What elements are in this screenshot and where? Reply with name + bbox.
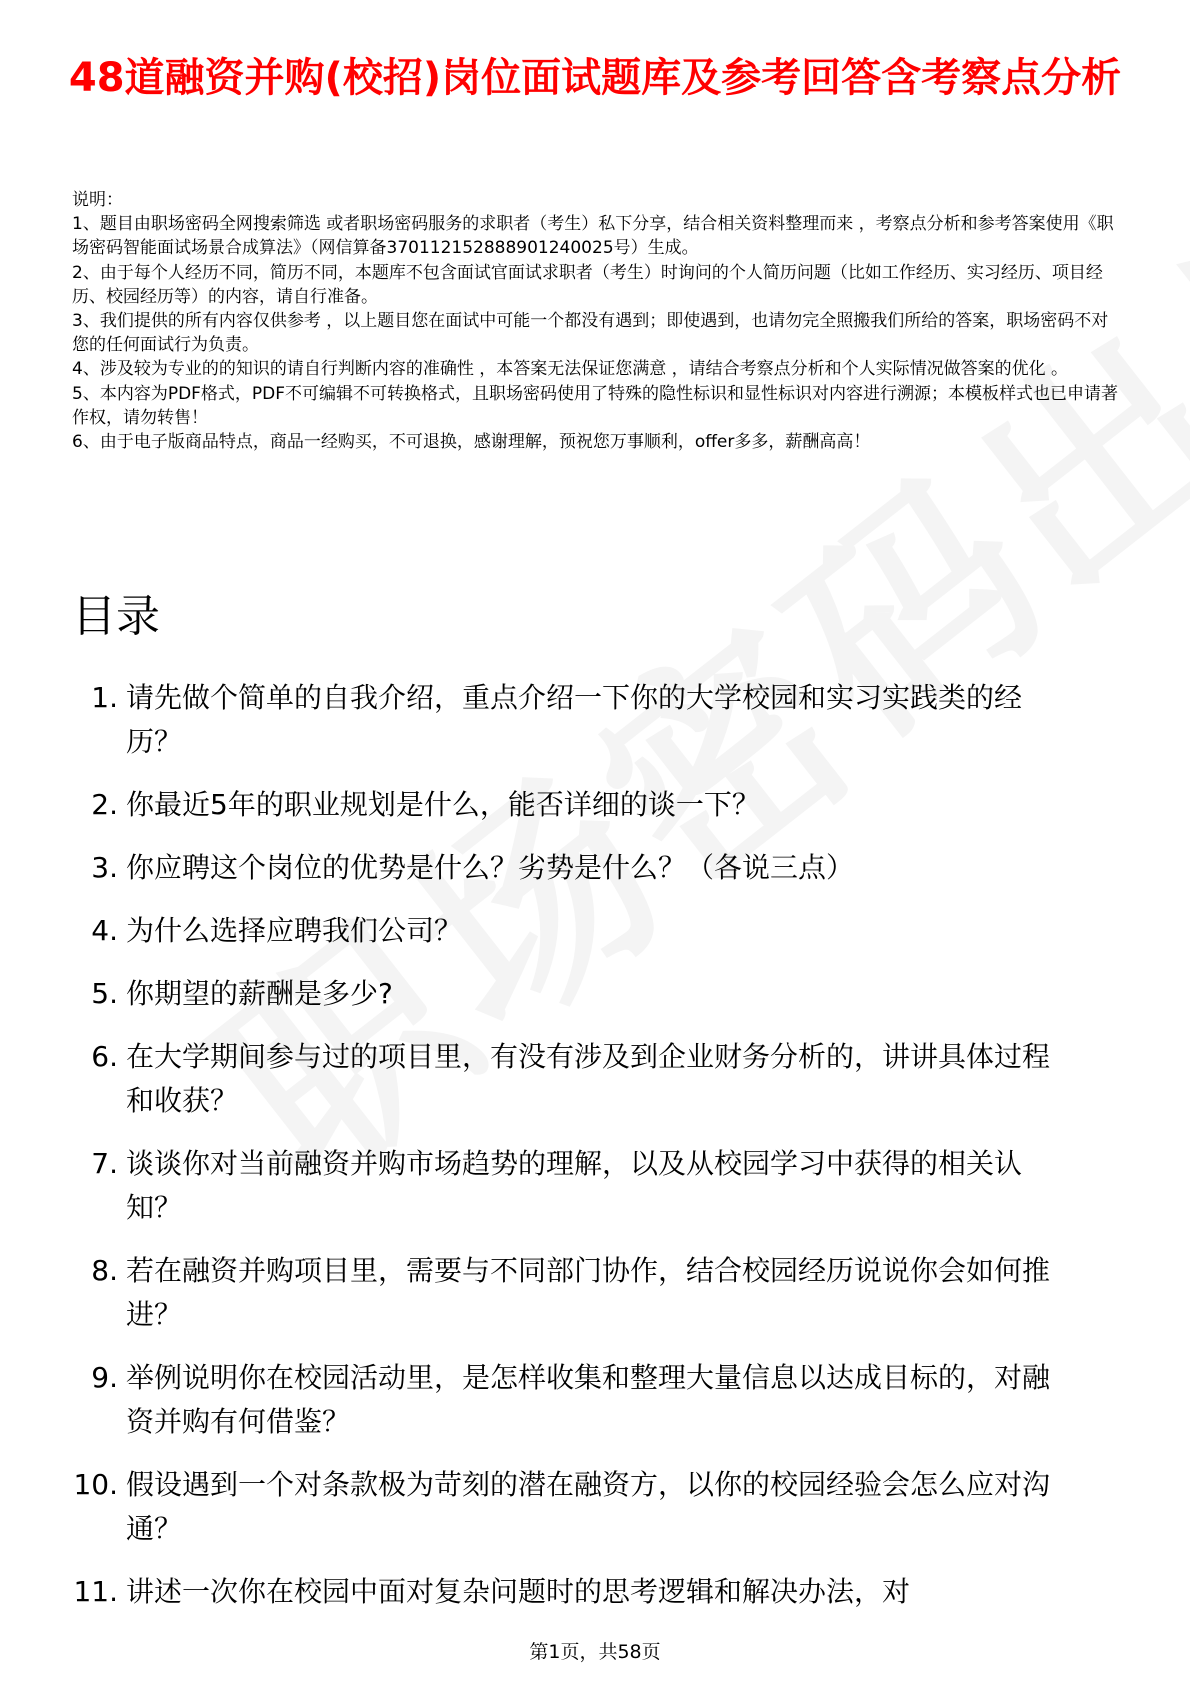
toc-item-number: 5. [91,977,118,1010]
document-title: 48道融资并购(校招)岗位面试题库及参考回答含考察点分析 [68,55,1122,101]
toc-item[interactable] [60,909,1060,953]
page-footer: 第1页，共58页 [529,1641,661,1663]
toc-item-number: 2. [91,788,118,821]
toc-item-text: 在大学期间参与过的项目里，有没有涉及到企业财务分析的，讲讲具体过程和收获？ [126,1040,1051,1117]
toc-item[interactable] [60,1035,1060,1123]
toc-item-text: 若在融资并购项目里，需要与不同部门协作，结合校园经历说说你会如何推进？ [126,1254,1051,1331]
toc-heading: 目录 [72,591,160,642]
toc-item-text: 讲述一次你在校园中面对复杂问题时的思考逻辑和解决办法，对 [126,1575,911,1608]
toc-item-number: 8. [91,1254,118,1287]
toc-item[interactable] [60,676,1060,764]
note-item: 1、题目由职场密码全网搜索筛选 或者职场密码服务的求职者（考生）私下分享，结合相关资料整理而来 ，考察点分析和参考答案使用《职场密码智能面试场景合成算法》（网信算备370112152888901240025号）生成。 [72,214,1114,259]
note-item: 2、由于每个人经历不同，简历不同，本题库不包含面试官面试求职者（考生）时询问的个人简历问题（比如工作经历、实习经历、项目经历、校园经历等）的内容，请自行准备。 [72,262,1103,307]
toc-item-number: 3. [91,851,118,884]
toc-item-number: 11. [73,1575,118,1608]
toc-item-number: 1. [91,681,118,714]
note-item: 4、涉及较为专业的的知识的请自行判断内容的准确性 ，本答案无法保证您满意 ，请结合考察点分析和个人实际情况做答案的优化 。 [72,359,1069,380]
toc-item[interactable] [60,1249,1060,1337]
toc-item-text: 为什么选择应聘我们公司？ [126,914,463,947]
toc-item-text: 举例说明你在校园活动里，是怎样收集和整理大量信息以达成目标的，对融资并购有何借鉴？ [126,1361,1051,1438]
toc-list [60,676,1060,1633]
toc-item-text: 假设遇到一个对条款极为苛刻的潜在融资方，以你的校园经验会怎么应对沟通？ [126,1468,1051,1545]
toc-item[interactable] [60,783,1060,827]
note-item: 6、由于电子版商品特点，商品一经购买，不可退换，感谢理解，预祝您万事顺利，offer多多，薪酬高高！ [72,432,871,453]
toc-item-number: 10. [73,1468,118,1501]
toc-item-number: 6. [91,1040,118,1073]
toc-item-text: 你应聘这个岗位的优势是什么？劣势是什么？（各说三点） [126,851,855,884]
toc-item[interactable] [60,1142,1060,1230]
toc-item-text: 你最近5年的职业规划是什么，能否详细的谈一下？ [126,788,760,821]
toc-item-text: 谈谈你对当前融资并购市场趋势的理解，以及从校园学习中获得的相关认知？ [126,1147,1023,1224]
note-item: 3、我们提供的所有内容仅供参考 ，以上题目您在面试中可能一个都没有遇到；即使遇到，也请勿完全照搬我们所给的答案，职场密码不对您的任何面试行为负责。 [72,311,1109,356]
notes-heading: 说明： [72,190,123,210]
toc-item-text: 请先做个简单的自我介绍，重点介绍一下你的大学校园和实习实践类的经历？ [126,681,1023,758]
toc-item[interactable] [60,1570,1060,1614]
toc-item[interactable] [60,972,1060,1016]
note-item: 5、本内容为PDF格式，PDF不可编辑不可转换格式，且职场密码使用了特殊的隐性标识和显性标识对内容进行溯源；本模板样式也已申请著作权，请勿转售！ [72,383,1119,428]
toc-item[interactable] [60,846,1060,890]
toc-item[interactable] [60,1356,1060,1444]
toc-item[interactable] [60,1463,1060,1551]
toc-item-number: 7. [91,1147,118,1180]
toc-item-text: 你期望的薪酬是多少? [126,977,393,1010]
toc-item-number: 9. [91,1361,118,1394]
toc-item-number: 4. [91,914,118,947]
notes-section [72,188,1122,454]
